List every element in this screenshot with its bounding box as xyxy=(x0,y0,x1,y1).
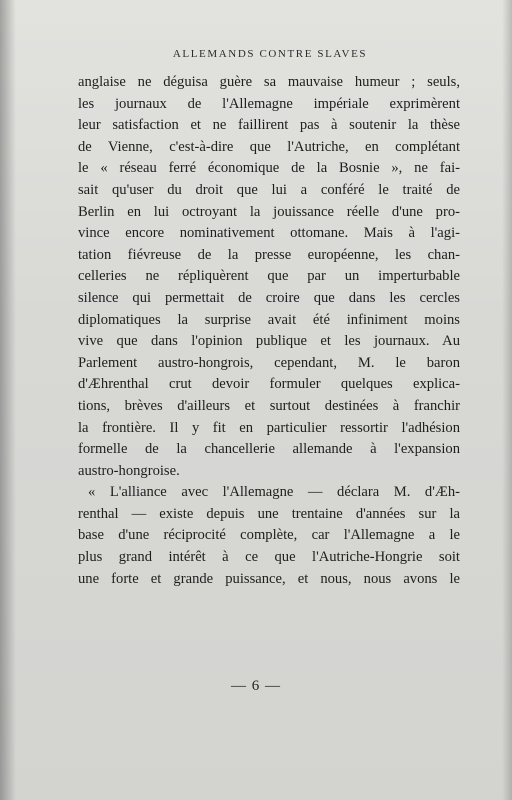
text-line: vive que dans l'opinion publique et les journaux. Au xyxy=(78,333,460,350)
text-line: sait qu'user du droit que lui a conféré le traité de xyxy=(78,181,460,198)
text-line: les journaux de l'Allemagne impériale exprimèrent xyxy=(78,95,460,112)
text-line: une forte et grande puissance, et nous, nous avons le xyxy=(78,570,460,587)
running-head: ALLEMANDS CONTRE SLAVES xyxy=(172,48,368,60)
text-line: silence qui permettait de croire que dans les cercles xyxy=(78,289,460,306)
text-line: plus grand intérêt à ce que l'Autriche-Hongrie soit xyxy=(78,549,460,566)
text-line: « L'alliance avec l'Allemagne — déclara M. d'Æh- xyxy=(88,484,460,501)
text-line: le « réseau ferré économique de la Bosnie », ne fai- xyxy=(78,160,460,177)
text-line: formelle de la chancellerie allemande à l'expansion xyxy=(78,441,460,458)
page-number: — 6 — xyxy=(231,678,281,694)
body-text xyxy=(78,72,460,590)
text-line: diplomatiques la surprise avait été infiniment moins xyxy=(78,311,460,328)
text-line: anglaise ne déguisa guère sa mauvaise humeur ; seuls, xyxy=(78,74,460,90)
text-line: de Vienne, c'est-à-dire que l'Autriche, en complétant xyxy=(78,138,460,155)
text-line: Berlin en lui octroyant la jouissance réelle d'une pro- xyxy=(78,203,460,220)
text-line: celleries ne répliquèrent que par un imperturbable xyxy=(78,268,460,285)
text-line: tions, brèves d'ailleurs et surtout destinées à franchir xyxy=(78,397,460,414)
text-line: d'Æhrenthal crut devoir formuler quelques explica- xyxy=(78,376,460,393)
text-line: vince encore nominativement ottomane. Mais à l'agi- xyxy=(78,225,460,242)
text-line: renthal — existe depuis une trentaine d'années sur la xyxy=(78,505,460,522)
text-line: base d'une réciprocité complète, car l'Allemagne a le xyxy=(78,527,460,544)
text-line: leur satisfaction et ne faillirent pas à soutenir la thèse xyxy=(78,117,460,134)
text-line: austro-hongroise. xyxy=(78,462,180,479)
text-line: Parlement austro-hongrois, cependant, M. le baron xyxy=(78,354,460,371)
text-line: tation fiévreuse de la presse européenne, les chan- xyxy=(78,246,460,263)
text-line: la frontière. Il y fit en particulier ressortir l'adhésion xyxy=(78,419,460,436)
